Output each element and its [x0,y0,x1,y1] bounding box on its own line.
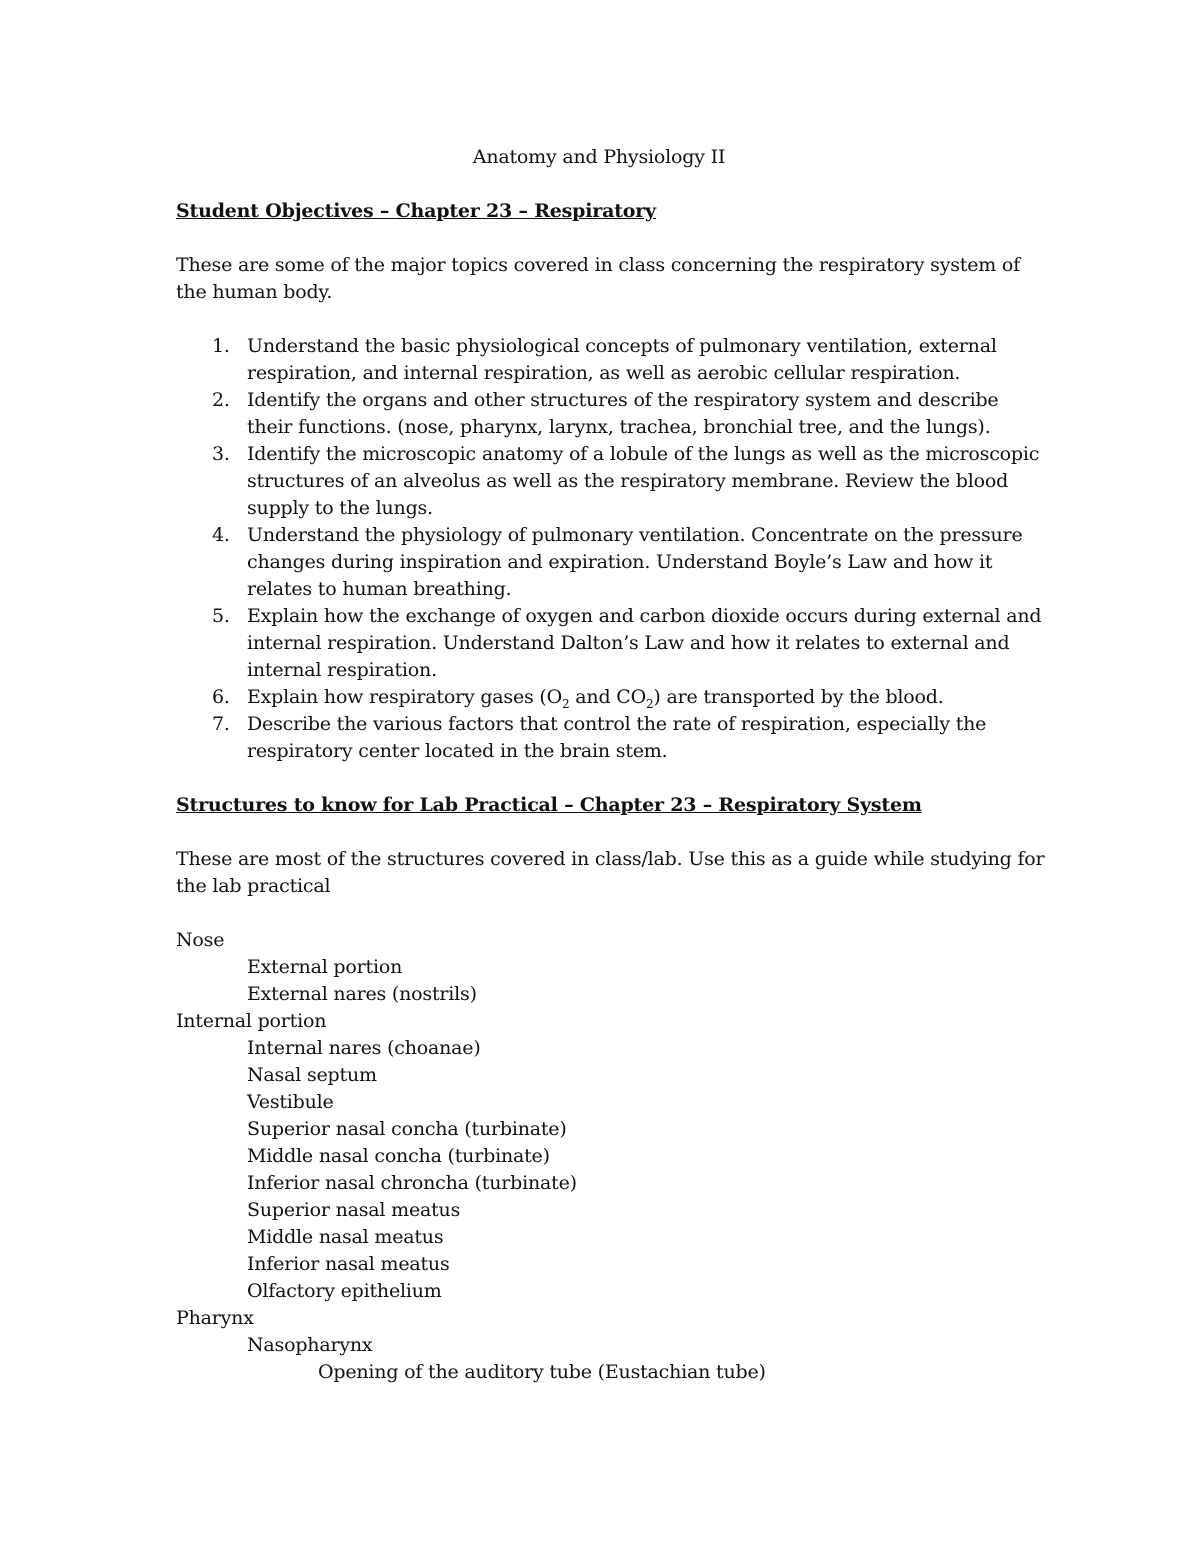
structure-item: Internal nares (choanae) [247,1037,481,1059]
objective-number: 4. [212,524,230,546]
structure-item: Middle nasal meatus [247,1226,444,1248]
structure-item: Superior nasal meatus [247,1199,461,1221]
structure-item: Nasal septum [247,1064,377,1086]
objective-item [176,711,1046,765]
subscript: 2 [645,696,654,711]
objective-text: Describe the various factors that control the rate of respiration, especially the respiratory center located in the brain stem. [247,713,987,762]
objectives-heading: Student Objectives – Chapter 23 – Respiratory [176,200,656,222]
objective-text-part: Explain how respiratory gases (O [247,686,563,708]
document-body [176,144,1046,1386]
objective-number: 3. [212,443,230,465]
structure-item: Olfactory epithelium [247,1280,442,1302]
objective-text-part: and CO [569,686,646,708]
objective-text: Explain how the exchange of oxygen and carbon dioxide occurs during external and internal respiration. Understand Dalton’s Law and how it relates to external and internal respiration. [247,605,1042,681]
objectives-intro: These are some of the major topics covered in class concerning the respiratory system of the human body. [176,254,1020,303]
structure-item: External nares (nostrils) [247,983,477,1005]
structure-item: Nose [176,929,225,951]
structure-item: Superior nasal concha (turbinate) [247,1118,567,1140]
structure-item: Vestibule [247,1091,334,1113]
subscript: 2 [562,696,570,711]
objective-text [247,686,944,711]
objectives-list [176,333,1046,765]
structure-item: Inferior nasal meatus [247,1253,450,1275]
objective-number: 1. [212,335,230,357]
objective-item [176,522,1046,603]
structure-item: External portion [247,956,403,978]
objective-text: Identify the microscopic anatomy of a lobule of the lungs as well as the microscopic structures of an alveolus as well as the respiratory membrane. Review the blood supply to the lungs. [247,443,1040,519]
objective-number: 2. [212,389,230,411]
objective-item [176,603,1046,684]
structure-item: Nasopharynx [247,1334,373,1356]
structure-item: Middle nasal concha (turbinate) [247,1145,550,1167]
structure-item: Inferior nasal chroncha (turbinate) [247,1172,577,1194]
objective-item [176,387,1046,441]
structure-item: Internal portion [176,1010,327,1032]
objective-number: 7. [212,713,230,735]
structure-item: Opening of the auditory tube (Eustachian tube) [318,1361,766,1383]
objective-item [176,333,1046,387]
objective-text: Identify the organs and other structures of the respiratory system and describe their functions. (nose, pharynx, larynx, trachea, bronchial tree, and the lungs). [247,389,999,438]
objective-text: Understand the basic physiological concepts of pulmonary ventilation, external respiration, and internal respiration, as well as aerobic cellular respiration. [247,335,997,384]
structure-item: Pharynx [176,1307,254,1329]
objective-number: 5. [212,605,230,627]
objective-text: Understand the physiology of pulmonary ventilation. Concentrate on the pressure changes during inspiration and expiration. Understand Boyle’s Law and how it relates to human breathing. [247,524,1023,600]
objective-number: 6. [212,686,230,708]
objective-text-part: ) are transported by the blood. [653,686,944,708]
objective-item [176,441,1046,522]
structures-list [176,927,1046,1386]
objective-item [176,684,1046,711]
document-title: Anatomy and Physiology II [472,146,726,168]
structures-intro: These are most of the structures covered in class/lab. Use this as a guide while studying for the lab practical [176,848,1045,897]
structures-heading: Structures to know for Lab Practical – Chapter 23 – Respiratory System [176,794,922,816]
